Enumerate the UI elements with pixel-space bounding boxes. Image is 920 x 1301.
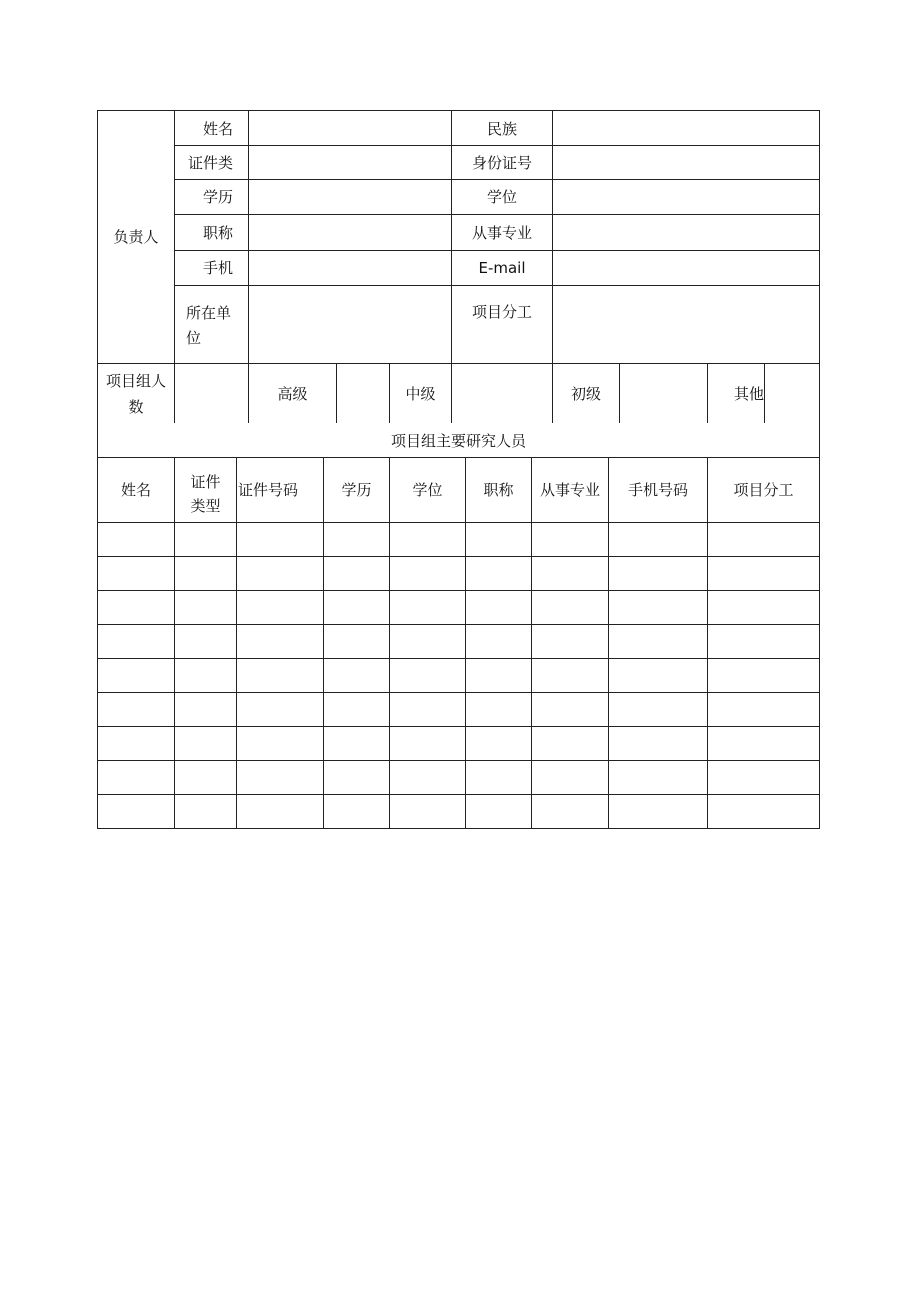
input-name[interactable] (249, 111, 451, 145)
label-other: 其他 (733, 384, 764, 403)
member-cell[interactable] (98, 659, 174, 692)
member-cell[interactable] (532, 659, 608, 692)
member-cell[interactable] (175, 591, 236, 624)
header-mobile: 手机号码 (627, 481, 688, 499)
label-id-type: 证件类 (187, 153, 233, 172)
member-cell[interactable] (324, 693, 389, 726)
member-cell[interactable] (708, 795, 819, 828)
label-degree: 学位 (486, 188, 517, 206)
member-cell[interactable] (532, 523, 608, 556)
member-cell[interactable] (175, 523, 236, 556)
member-cell[interactable] (609, 795, 707, 828)
input-degree[interactable] (553, 180, 819, 214)
member-cell[interactable] (98, 557, 174, 590)
member-cell[interactable] (237, 523, 323, 556)
member-cell[interactable] (175, 727, 236, 760)
member-cell[interactable] (324, 761, 389, 794)
input-task-division[interactable] (553, 286, 819, 363)
member-cell[interactable] (324, 523, 389, 556)
member-cell[interactable] (98, 591, 174, 624)
input-total-count[interactable] (175, 364, 248, 423)
member-cell[interactable] (532, 625, 608, 658)
member-cell[interactable] (390, 523, 465, 556)
label-workplace: 所在单位 (186, 304, 232, 347)
member-cell[interactable] (708, 659, 819, 692)
member-cell[interactable] (532, 591, 608, 624)
member-cell[interactable] (466, 659, 531, 692)
member-cell[interactable] (532, 761, 608, 794)
member-cell[interactable] (98, 693, 174, 726)
input-ethnicity[interactable] (553, 111, 819, 145)
member-cell[interactable] (390, 795, 465, 828)
member-cell[interactable] (532, 795, 608, 828)
input-education[interactable] (249, 180, 451, 214)
input-mobile[interactable] (249, 251, 451, 285)
member-cell[interactable] (98, 761, 174, 794)
member-cell[interactable] (609, 659, 707, 692)
member-cell[interactable] (237, 557, 323, 590)
leader-group-label: 负责人 (113, 227, 159, 246)
member-cell[interactable] (237, 795, 323, 828)
header-name: 姓名 (120, 481, 151, 499)
member-cell[interactable] (466, 795, 531, 828)
member-cell[interactable] (237, 591, 323, 624)
member-cell[interactable] (708, 625, 819, 658)
member-cell[interactable] (390, 761, 465, 794)
member-cell[interactable] (609, 557, 707, 590)
member-cell[interactable] (466, 557, 531, 590)
header-id-type: 证件类型 (190, 473, 221, 515)
label-email: E-mail (478, 259, 526, 277)
table-border-right (819, 110, 820, 829)
member-cell[interactable] (466, 591, 531, 624)
input-workplace[interactable] (249, 286, 451, 363)
member-cell[interactable] (324, 591, 389, 624)
member-cell[interactable] (98, 795, 174, 828)
input-id-type[interactable] (249, 146, 451, 179)
header-education: 学历 (341, 481, 372, 499)
member-cell[interactable] (466, 693, 531, 726)
member-cell[interactable] (466, 761, 531, 794)
member-cell[interactable] (98, 523, 174, 556)
member-cell[interactable] (532, 557, 608, 590)
header-id-type-box (175, 470, 236, 518)
member-cell[interactable] (390, 727, 465, 760)
member-cell[interactable] (532, 727, 608, 760)
member-cell[interactable] (708, 693, 819, 726)
member-cell[interactable] (324, 659, 389, 692)
label-workplace-box (186, 301, 236, 351)
label-ethnicity: 民族 (486, 119, 517, 138)
member-cell[interactable] (532, 693, 608, 726)
member-cell[interactable] (466, 523, 531, 556)
member-cell[interactable] (237, 659, 323, 692)
member-cell[interactable] (237, 693, 323, 726)
team-count-label: 项目组人数 (105, 372, 166, 416)
member-cell[interactable] (237, 727, 323, 760)
member-cell[interactable] (175, 761, 236, 794)
member-cell[interactable] (324, 727, 389, 760)
member-cell[interactable] (708, 523, 819, 556)
member-cell[interactable] (609, 727, 707, 760)
member-cell[interactable] (324, 795, 389, 828)
header-degree: 学位 (412, 481, 443, 499)
member-cell[interactable] (466, 727, 531, 760)
label-id-number: 身份证号 (471, 153, 532, 172)
input-senior-count[interactable] (337, 364, 389, 423)
member-cell[interactable] (390, 659, 465, 692)
label-mobile: 手机 (202, 259, 233, 277)
input-title[interactable] (249, 215, 451, 250)
member-cell[interactable] (175, 659, 236, 692)
label-senior: 高级 (277, 384, 308, 403)
input-email[interactable] (553, 251, 819, 285)
member-cell[interactable] (237, 625, 323, 658)
label-education: 学历 (202, 188, 233, 206)
header-id-number: 证件号码 (238, 481, 299, 499)
member-cell[interactable] (390, 591, 465, 624)
label-title: 职称 (202, 223, 233, 242)
input-other-count[interactable] (765, 364, 819, 423)
input-id-number[interactable] (553, 146, 819, 179)
label-name: 姓名 (202, 119, 233, 138)
header-task-division: 项目分工 (733, 481, 794, 499)
member-cell[interactable] (708, 591, 819, 624)
member-cell[interactable] (466, 625, 531, 658)
label-specialty: 从事专业 (471, 223, 532, 242)
member-cell[interactable] (390, 557, 465, 590)
member-cell[interactable] (237, 761, 323, 794)
member-cell[interactable] (175, 557, 236, 590)
input-specialty[interactable] (553, 215, 819, 250)
table-border-bottom (97, 828, 820, 829)
label-middle: 中级 (405, 384, 436, 403)
member-cell[interactable] (390, 693, 465, 726)
member-cell[interactable] (324, 557, 389, 590)
member-cell[interactable] (708, 761, 819, 794)
member-cell[interactable] (175, 625, 236, 658)
member-cell[interactable] (609, 523, 707, 556)
member-cell[interactable] (98, 727, 174, 760)
member-cell[interactable] (609, 591, 707, 624)
members-title: 项目组主要研究人员 (390, 431, 526, 450)
member-cell[interactable] (175, 693, 236, 726)
label-task-division: 项目分工 (471, 303, 532, 321)
team-count-label-box (98, 368, 174, 420)
member-cell[interactable] (708, 557, 819, 590)
member-cell[interactable] (175, 795, 236, 828)
member-cell[interactable] (609, 761, 707, 794)
header-title: 职称 (483, 481, 514, 499)
member-cell[interactable] (609, 693, 707, 726)
member-cell[interactable] (708, 727, 819, 760)
input-junior-count[interactable] (620, 364, 707, 423)
header-specialty: 从事专业 (539, 481, 600, 499)
member-cell[interactable] (98, 625, 174, 658)
input-middle-count[interactable] (452, 364, 552, 423)
member-cell[interactable] (609, 625, 707, 658)
member-cell[interactable] (324, 625, 389, 658)
label-junior: 初级 (570, 384, 601, 403)
member-cell[interactable] (390, 625, 465, 658)
